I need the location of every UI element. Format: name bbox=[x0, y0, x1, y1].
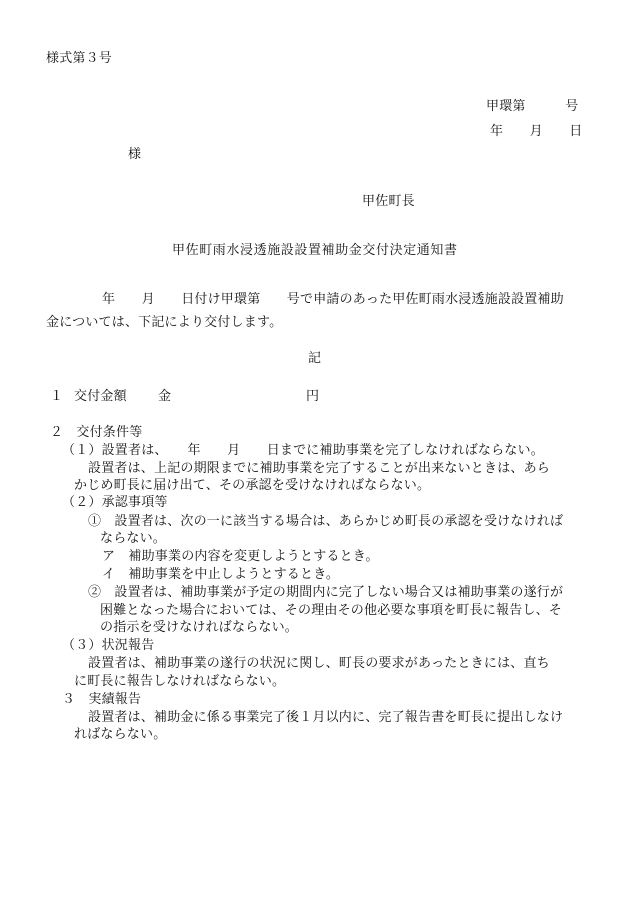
document-title: 甲佐町雨水浸透施設設置補助金交付決定通知書 bbox=[172, 243, 458, 258]
item2-sub1-line-2: ならない。 bbox=[100, 531, 167, 546]
date-line: 年 月 日 bbox=[490, 124, 583, 139]
item1-body-2: かじめ町長に届け出て、その承認を受けなければならない。 bbox=[74, 478, 431, 493]
item3-head: （３）状況報告 bbox=[62, 638, 155, 653]
section3-heading: ３ 実績報告 bbox=[62, 692, 142, 707]
item2-head: （２）承認事項等 bbox=[62, 495, 168, 510]
section1-kin: 金 bbox=[158, 389, 172, 404]
issuer-name: 甲佐町長 bbox=[362, 194, 415, 209]
section2-heading: ２ 交付条件等 bbox=[50, 425, 143, 440]
section1-yen: 円 bbox=[306, 389, 320, 404]
section1-label: 交付金額 bbox=[74, 389, 127, 404]
intro-line-2: 金については、下記により交付します。 bbox=[46, 315, 283, 330]
item3-body-2: に町長に報告しなければならない。 bbox=[74, 674, 286, 689]
section1-number: １ bbox=[50, 389, 64, 404]
item2-sub1-line-1: ① 設置者は、次の一に該当する場合は、あらかじめ町長の承認を受けなければ bbox=[88, 514, 564, 529]
item3-body-1: 設置者は、補助事業の遂行の状況に関し、町長の要求があったときには、直ち bbox=[88, 656, 550, 671]
recipient-suffix: 様 bbox=[128, 147, 142, 162]
section3-body-1: 設置者は、補助金に係る事業完了後１月以内に、完了報告書を町長に提出しなけ bbox=[88, 710, 564, 725]
item1-body-1: 設置者は、上記の期限までに補助事業を完了することが出来ないときは、あら bbox=[88, 461, 551, 476]
item2-sub1-i: イ 補助事業を中止しようとするとき。 bbox=[102, 567, 340, 582]
item2-sub2-line-3: の指示を受けなければならない。 bbox=[100, 620, 299, 635]
item2-sub2-line-2: 困難となった場合においては、その理由その他必要な事項を町長に報告し、そ bbox=[100, 603, 563, 618]
item1-head: （１）設置者は、 年 月 日までに補助事業を完了しなければならない。 bbox=[62, 443, 544, 458]
ki-marker: 記 bbox=[308, 351, 322, 366]
intro-line-1: 年 月 日付け甲環第 号で申請のあった甲佐町雨水浸透施設設置補助 bbox=[102, 292, 564, 307]
form-label: 様式第３号 bbox=[46, 51, 113, 66]
item2-sub2-line-1: ② 設置者は、補助事業が予定の期間内に完了しない場合又は補助事業の遂行が bbox=[88, 585, 564, 600]
item2-sub1-a: ア 補助事業の内容を変更しようとするとき。 bbox=[102, 549, 379, 564]
section3-body-2: ればならない。 bbox=[74, 727, 167, 742]
reference-number: 甲環第 号 bbox=[486, 99, 579, 114]
